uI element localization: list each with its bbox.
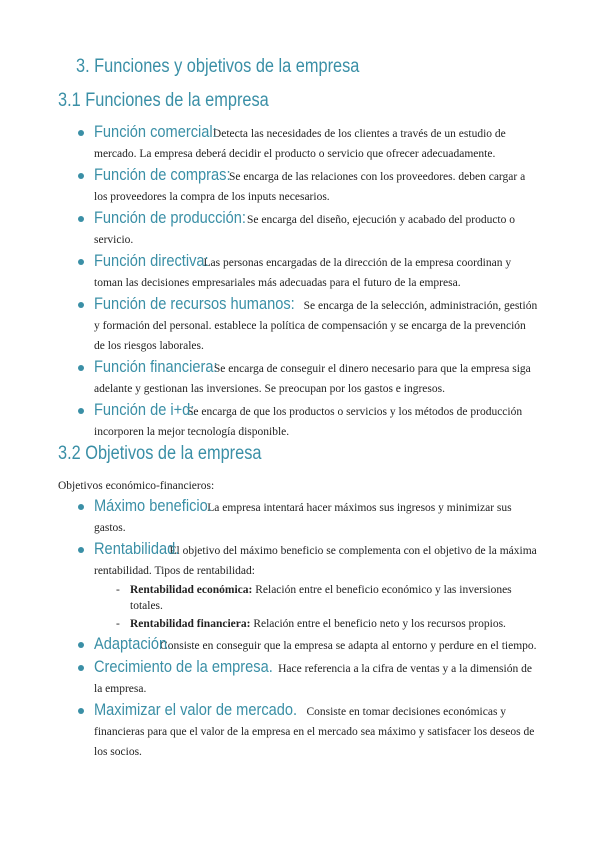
- list-item: [0, 496, 600, 538]
- bullet-icon: [78, 216, 84, 222]
- item-term: Rentabilidad.: [94, 539, 180, 558]
- list-item: [0, 539, 600, 632]
- item-term: Maximizar el valor de mercado.: [94, 700, 298, 719]
- item-description: El objetivo del máximo beneficio se complementa con el objetivo de la máxima rentabilidad. Tipos de rentabilidad:: [94, 545, 537, 577]
- item-term: Función financiera:: [94, 357, 218, 376]
- chapter-heading: 3. Funciones y objetivos de la empresa: [76, 56, 360, 77]
- sub-item-description: Relación entre el beneficio económico y las inversiones totales.: [130, 584, 512, 612]
- item-description: La empresa intentará hacer máximos sus ingresos y minimizar sus gastos.: [94, 502, 512, 534]
- sub-list-item: [94, 582, 538, 614]
- item-description: Consiste en conseguir que la empresa se adapta al entorno y perdure en el tiempo.: [160, 640, 537, 652]
- sub-item-description: Relación entre el beneficio neto y los recursos propios.: [253, 618, 506, 630]
- item-description: Se encarga de que los productos o servicios y los métodos de producción incorporen la mejor tecnología disponible.: [94, 406, 523, 438]
- bullet-icon: [78, 365, 84, 371]
- item-description: Detecta las necesidades de los clientes a través de un estudio de mercado. La empresa deberá decidir el producto o servicio que ofrecer adecuadamente.: [94, 128, 506, 160]
- list-item: [0, 294, 600, 356]
- bullet-icon: [78, 302, 84, 308]
- item-term: Función de recursos humanos:: [94, 294, 295, 313]
- objectives-list: [0, 496, 600, 763]
- item-term: Máximo beneficio.: [94, 496, 212, 515]
- section-heading-functions: 3.1 Funciones de la empresa: [58, 90, 269, 111]
- bullet-icon: [78, 547, 84, 553]
- item-description: Se encarga del diseño, ejecución y acabado del producto o servicio.: [94, 214, 515, 246]
- bullet-icon: [78, 259, 84, 265]
- item-term: Función de compras:: [94, 165, 231, 184]
- bullet-icon: [78, 173, 84, 179]
- item-term: Función directiva:: [94, 251, 209, 270]
- list-item: [0, 634, 600, 656]
- bullet-icon: [78, 408, 84, 414]
- sub-item-name: Rentabilidad económica:: [130, 584, 253, 596]
- item-term: Función comercial:: [94, 122, 217, 141]
- item-description: Se encarga de conseguir el dinero necesario para que la empresa siga adelante y gestionan las inversiones. Se preocupan por los gastos e ingresos.: [94, 363, 531, 395]
- list-item: [0, 657, 600, 699]
- bullet-icon: [78, 130, 84, 136]
- item-term: Adaptación.: [94, 634, 172, 653]
- item-term: Función de i+d:: [94, 400, 195, 419]
- list-item: [0, 357, 600, 399]
- item-description: Se encarga de la selección, administración, gestión y formación del personal. establece la política de compensación y se encarga de la prevención de los riesgos laborales.: [94, 300, 538, 352]
- list-item: [0, 165, 600, 207]
- item-description: Hace referencia a la cifra de ventas y a la dimensión de la empresa.: [94, 663, 532, 695]
- sub-list-item: [94, 616, 538, 632]
- list-item: [0, 400, 600, 442]
- objectives-intro: Objetivos económico-financieros:: [58, 480, 215, 492]
- list-item: [0, 122, 600, 164]
- bullet-icon: [78, 708, 84, 714]
- bullet-icon: [78, 665, 84, 671]
- bullet-icon: [78, 642, 84, 648]
- list-item: [0, 700, 600, 762]
- list-item: [0, 208, 600, 250]
- item-term: Función de producción:: [94, 208, 246, 227]
- dash-marker: -: [116, 584, 120, 596]
- functions-list: [0, 122, 600, 443]
- item-description: Las personas encargadas de la dirección de la empresa coordinan y toman las decisiones empresariales más adecuadas para el futuro de la empresa.: [94, 257, 512, 289]
- dash-marker: -: [116, 618, 120, 630]
- rentabilidad-types-list: [94, 582, 538, 632]
- section-heading-objectives: 3.2 Objetivos de la empresa: [58, 443, 262, 464]
- item-description: Consiste en tomar decisiones económicas y financieras para que el valor de la empresa en el mercado sea máximo y satisfacer los deseos de los socios.: [94, 706, 535, 758]
- list-item: [0, 251, 600, 293]
- bullet-icon: [78, 504, 84, 510]
- item-description: Se encarga de las relaciones con los proveedores. deben cargar a los proveedores la compra de los inputs necesarios.: [94, 171, 526, 203]
- sub-item-name: Rentabilidad financiera:: [130, 618, 251, 630]
- item-term: Crecimiento de la empresa.: [94, 657, 273, 676]
